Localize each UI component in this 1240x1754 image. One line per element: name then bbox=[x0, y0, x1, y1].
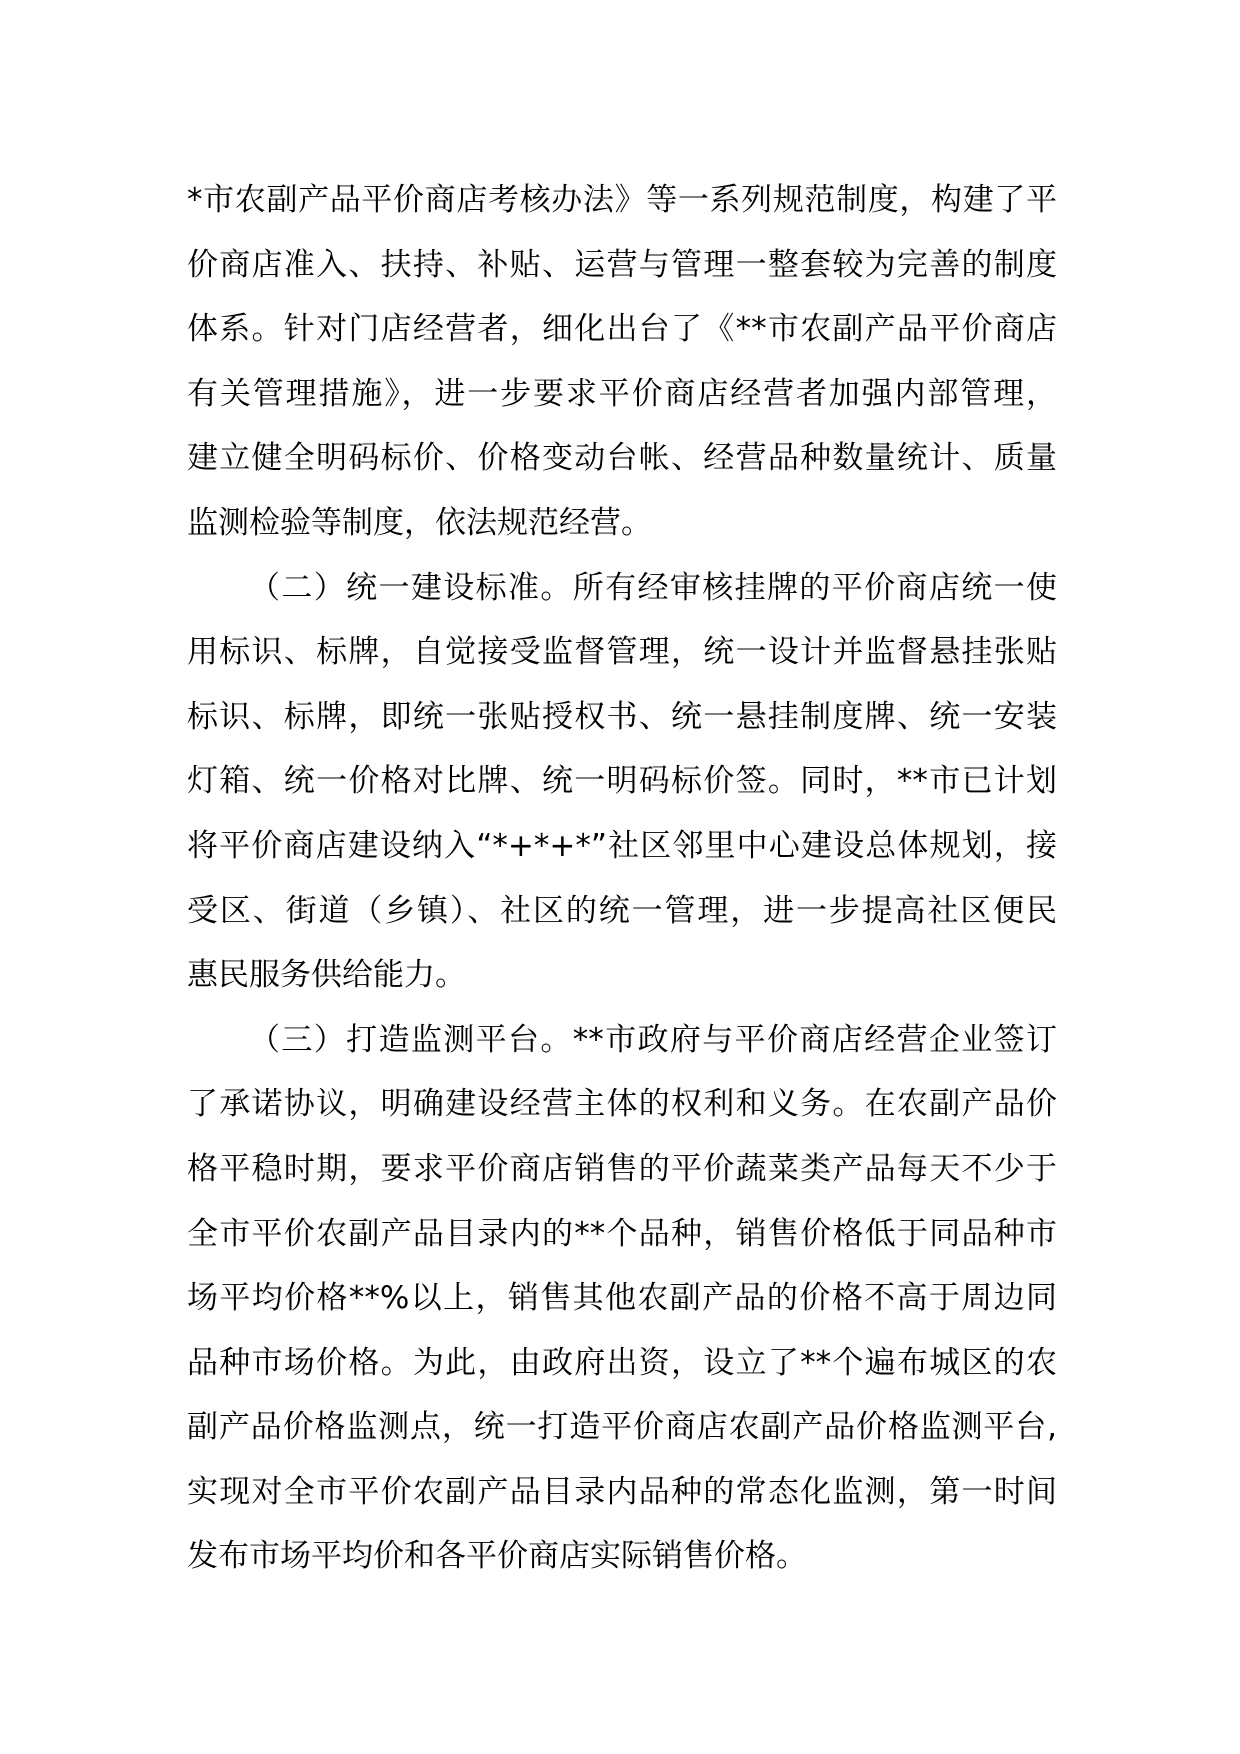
text-line: 实现对全市平价农副产品目录内品种的常态化监测，第一时间 bbox=[187, 1473, 1057, 1510]
text-line: 了承诺协议，明确建设经营主体的权利和义务。在农副产品价 bbox=[187, 1086, 1057, 1123]
text-line: 惠民服务供给能力。 bbox=[187, 957, 466, 994]
text-line: 灯箱、统一价格对比牌、统一明码标价签。同时，**市已计划 bbox=[187, 763, 1057, 800]
text-line: 有关管理措施》，进一步要求平价商店经营者加强内部管理， bbox=[187, 375, 1057, 412]
text-line: 品种市场价格。为此，由政府出资，设立了**个遍布城区的农 bbox=[187, 1344, 1057, 1381]
text-line: 全市平价农副产品目录内的**个品种，销售价格低于同品种市 bbox=[187, 1215, 1057, 1252]
paragraph-monitoring-platform bbox=[187, 1008, 1057, 1589]
text-line: （三）打造监测平台。**市政府与平价商店经营企业签订 bbox=[249, 1021, 1057, 1058]
text-line: 价商店准入、扶持、补贴、运营与管理一整套较为完善的制度 bbox=[187, 246, 1057, 283]
text-line: 建立健全明码标价、价格变动台帐、经营品种数量统计、质量 bbox=[187, 440, 1057, 477]
text-line: 体系。针对门店经营者，细化出台了《**市农副产品平价商店 bbox=[187, 311, 1057, 348]
text-line: 受区、街道（乡镇）、社区的统一管理，进一步提高社区便民 bbox=[187, 892, 1057, 929]
text-line: 格平稳时期，要求平价商店销售的平价蔬菜类产品每天不少于 bbox=[187, 1150, 1057, 1187]
text-line: 发布市场平均价和各平价商店实际销售价格。 bbox=[187, 1538, 807, 1575]
paragraph-unified-standards bbox=[187, 556, 1057, 1008]
text-line: 标识、标牌，即统一张贴授权书、统一悬挂制度牌、统一安装 bbox=[187, 698, 1057, 735]
text-line: 将平价商店建设纳入“*+*+*”社区邻里中心建设总体规划，接 bbox=[187, 827, 1057, 864]
text-line: 用标识、标牌，自觉接受监督管理，统一设计并监督悬挂张贴 bbox=[187, 634, 1057, 671]
text-line: 监测检验等制度，依法规范经营。 bbox=[187, 504, 652, 541]
text-line: （二）统一建设标准。所有经审核挂牌的平价商店统一使 bbox=[249, 569, 1057, 606]
text-line: 副产品价格监测点，统一打造平价商店农副产品价格监测平台, bbox=[187, 1409, 1057, 1446]
text-line: 场平均价格**%以上，销售其他农副产品的价格不高于周边同 bbox=[187, 1280, 1057, 1317]
document-body bbox=[187, 168, 1057, 1589]
paragraph-regulations bbox=[187, 168, 1057, 556]
text-line: *市农副产品平价商店考核办法》等一系列规范制度，构建了平 bbox=[187, 182, 1057, 218]
